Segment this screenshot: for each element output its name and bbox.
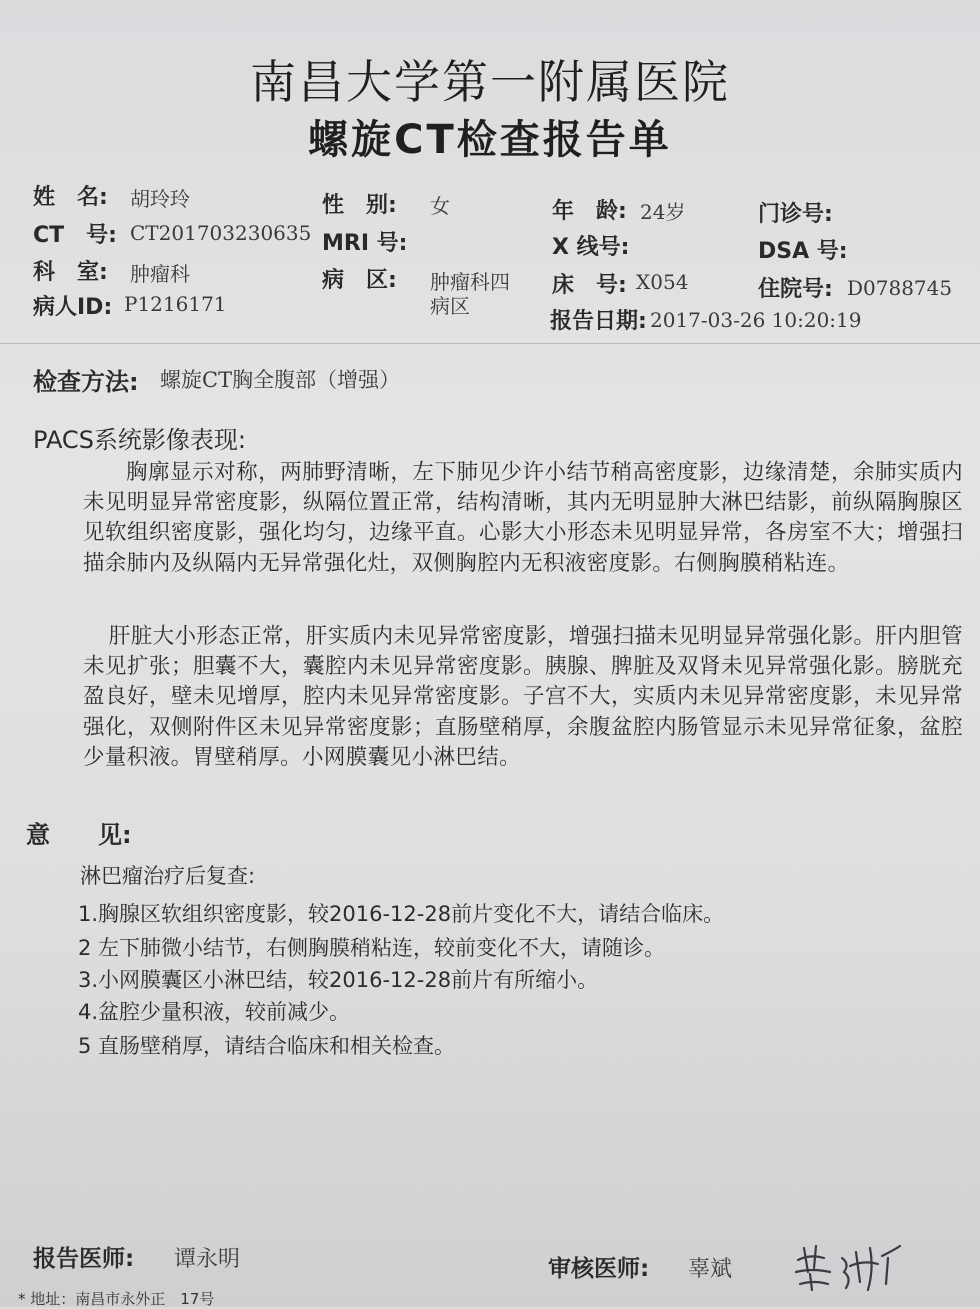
method-label: 检查方法:	[33, 368, 139, 396]
opinion-item-4: 4.盆腔少量积液，较前减少。	[78, 1000, 351, 1024]
reporter-label: 报告医师:	[33, 1246, 135, 1272]
inpatient-value: D0788745	[847, 276, 953, 300]
pid-label: 病人ID:	[33, 295, 113, 320]
mri-label: MRI 号:	[322, 231, 408, 256]
ward-value-line1: 肿瘤科四	[430, 270, 510, 294]
opinion-item-3: 3.小网膜囊区小淋巴结，较2016-12-28前片有所缩小。	[78, 968, 599, 992]
reviewer-name: 辜斌	[688, 1257, 733, 1282]
ct-value: CT201703230635	[130, 221, 312, 245]
findings-paragraph-abdomen: 肝脏大小形态正常，肝实质内未见异常密度影，增强扫描未见明显异常强化影。肝内胆管未见扩张；胆囊不大，囊腔内未见异常密度影。胰腺、脾脏及双肾未见异常强化影。膀胱充盈良好，壁未见增厚，腔内未见异常密度影。子宫不大，实质内未见异常密度影，未见异常强化，双侧附件区未见异常密度影；直肠壁稍厚，余腹盆腔内肠管显示未见异常征象，盆腔少量积液。胃壁稍厚。小网膜囊见小淋巴结。	[83, 624, 963, 770]
hospital-name: 南昌大学第一附属医院	[250, 55, 730, 109]
findings-paragraph-chest: 胸廓显示对称，两肺野清晰，左下肺见少许小结节稍高密度影，边缘清楚，余肺实质内未见明显异常密度影，纵隔位置正常，结构清晰，其内无明显肿大淋巴结影，前纵隔胸腺区见软组织密度影，强化均匀，边缘平直。心影大小形态未见明显异常，各房室不大；增强扫描余肺内及纵隔内无异常强化灶，双侧胸腔内无积液密度影。右侧胸膜稍粘连。	[83, 460, 963, 576]
divider	[0, 343, 980, 344]
dept-value: 肿瘤科	[130, 262, 190, 286]
reporter-name: 谭永明	[174, 1247, 241, 1272]
gender-value: 女	[430, 194, 450, 218]
dsa-label: DSA 号:	[758, 239, 848, 264]
method-value: 螺旋CT胸全腹部（增强）	[160, 368, 401, 392]
ct-label: CT 号:	[33, 223, 117, 248]
opinion-intro: 淋巴瘤治疗后复查:	[80, 864, 256, 888]
xray-label: X 线号:	[552, 235, 630, 260]
opinion-item-1: 1.胸腺区软组织密度影，较2016-12-28前片变化不大，请结合临床。	[78, 902, 725, 926]
name-value: 胡玲玲	[130, 187, 190, 211]
opinion-label: 意 见:	[26, 821, 132, 849]
name-label: 姓 名:	[33, 185, 108, 210]
age-value: 24岁	[640, 200, 686, 224]
dept-label: 科 室:	[33, 260, 108, 285]
report-date-label: 报告日期:	[550, 309, 647, 334]
inpatient-label: 住院号:	[758, 277, 833, 302]
reviewer-label: 审核医师:	[548, 1256, 650, 1282]
bed-value: X054	[636, 270, 689, 294]
report-title: 螺旋CT检查报告单	[308, 117, 672, 163]
footer-address: * 地址：南昌市永外正 17号	[18, 1290, 215, 1308]
opinion-item-2: 2 左下肺微小结节，右侧胸膜稍粘连，较前变化不大，请随诊。	[78, 936, 666, 960]
pid-value: P1216171	[124, 292, 227, 316]
ward-value-line2: 病区	[430, 294, 470, 318]
gender-label: 性 别:	[322, 193, 397, 218]
opinion-item-5: 5 直肠壁稍厚，请结合临床和相关检查。	[78, 1034, 456, 1058]
bed-label: 床 号:	[552, 273, 627, 298]
ward-label: 病 区:	[322, 268, 397, 293]
clinic-label: 门诊号:	[758, 202, 833, 227]
age-label: 年 龄:	[552, 199, 627, 224]
findings-label: PACS系统影像表现:	[33, 426, 247, 454]
report-date-value: 2017-03-26 10:20:19	[650, 308, 862, 332]
handwritten-signature	[790, 1238, 920, 1298]
